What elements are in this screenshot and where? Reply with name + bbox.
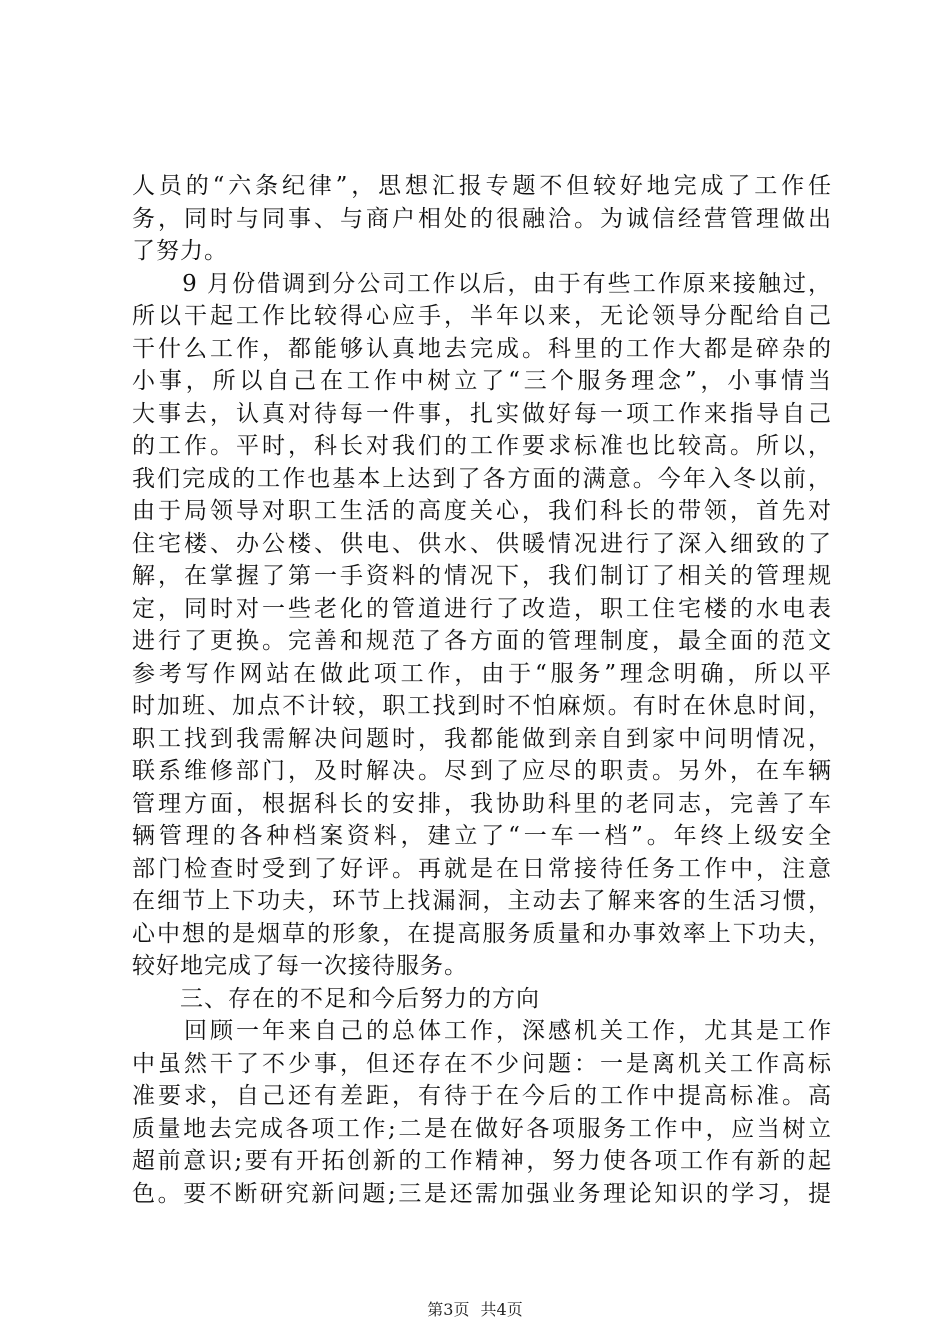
text-line: 所以干起工作比较得心应手，半年以来，无论领导分配给自己 <box>132 303 832 329</box>
page-total: 共4页 <box>480 1300 523 1319</box>
text-line: 准要求，自己还有差距，有待于在今后的工作中提高标准。高 <box>132 1083 832 1109</box>
text-line: 小事，所以自己在工作中树立了“三个服务理念”，小事情当 <box>132 368 832 394</box>
text-line: 解，在掌握了第一手资料的情况下，我们制订了相关的管理规 <box>132 563 832 589</box>
text-line: 务，同时与同事、与商户相处的很融洽。为诚信经营管理做出 <box>132 205 832 232</box>
text-line: 进行了更换。完善和规范了各方面的管理制度，最全面的范文 <box>132 628 832 654</box>
text-line: 参考写作网站在做此项工作，由于“服务”理念明确，所以平 <box>132 660 832 687</box>
page-footer <box>0 1300 950 1320</box>
text-line: 在细节上下功夫，环节上找漏洞，主动去了解来客的生活习惯， <box>132 888 832 914</box>
text-line: 定，同时对一些老化的管道进行了改造，职工住宅楼的水电表 <box>132 595 832 622</box>
text-line: 心中想的是烟草的形象，在提高服务质量和办事效率上下功夫， <box>132 920 832 947</box>
text-line: 了努力。 <box>132 238 228 264</box>
document-body <box>132 170 832 1210</box>
text-line: 职工找到我需解决问题时，我都能做到亲自到家中问明情况， <box>132 725 832 752</box>
text-line: 较好地完成了每一次接待服务。 <box>132 953 468 979</box>
text-line: 的工作。平时，科长对我们的工作要求标准也比较高。所以， <box>132 433 832 459</box>
text-line: 中虽然干了不少事，但还存在不少问题：一是离机关工作高标 <box>132 1050 832 1077</box>
text-line: 回顾一年来自己的总体工作，深感机关工作，尤其是工作 <box>132 1018 832 1044</box>
text-line: 我们完成的工作也基本上达到了各方面的满意。今年入冬以前， <box>132 465 832 492</box>
text-line: 大事去，认真对待每一件事，扎实做好每一项工作来指导自己 <box>132 400 832 427</box>
text-line: 9 月份借调到分公司工作以后，由于有些工作原来接触过， <box>132 270 832 297</box>
text-line: 时加班、加点不计较，职工找到时不怕麻烦。有时在休息时间， <box>132 693 832 719</box>
text-line: 质量地去完成各项工作;二是在做好各项服务工作中，应当树立 <box>132 1115 832 1142</box>
text-line: 管理方面，根据科长的安排，我协助科里的老同志，完善了车 <box>132 790 832 817</box>
page-number: 第3页 <box>427 1300 470 1319</box>
text-line: 联系维修部门，及时解决。尽到了应尽的职责。另外，在车辆 <box>132 758 832 784</box>
text-line: 辆管理的各种档案资料，建立了“一车一档”。年终上级安全 <box>132 823 832 849</box>
text-line: 住宅楼、办公楼、供电、供水、供暖情况进行了深入细致的了 <box>132 530 832 557</box>
text-line: 人员的“六条纪律”，思想汇报专题不但较好地完成了工作任 <box>132 173 832 199</box>
text-line: 色。要不断研究新问题;三是还需加强业务理论知识的学习，提 <box>132 1180 832 1207</box>
text-line: 由于局领导对职工生活的高度关心，我们科长的带领，首先对 <box>132 498 832 524</box>
text-line: 超前意识;要有开拓创新的工作精神，努力使各项工作有新的起 <box>132 1148 832 1174</box>
text-line: 三、存在的不足和今后努力的方向 <box>132 985 540 1012</box>
text-line: 部门检查时受到了好评。再就是在日常接待任务工作中，注意 <box>132 855 832 882</box>
text-line: 干什么工作，都能够认真地去完成。科里的工作大都是碎杂的 <box>132 335 832 362</box>
